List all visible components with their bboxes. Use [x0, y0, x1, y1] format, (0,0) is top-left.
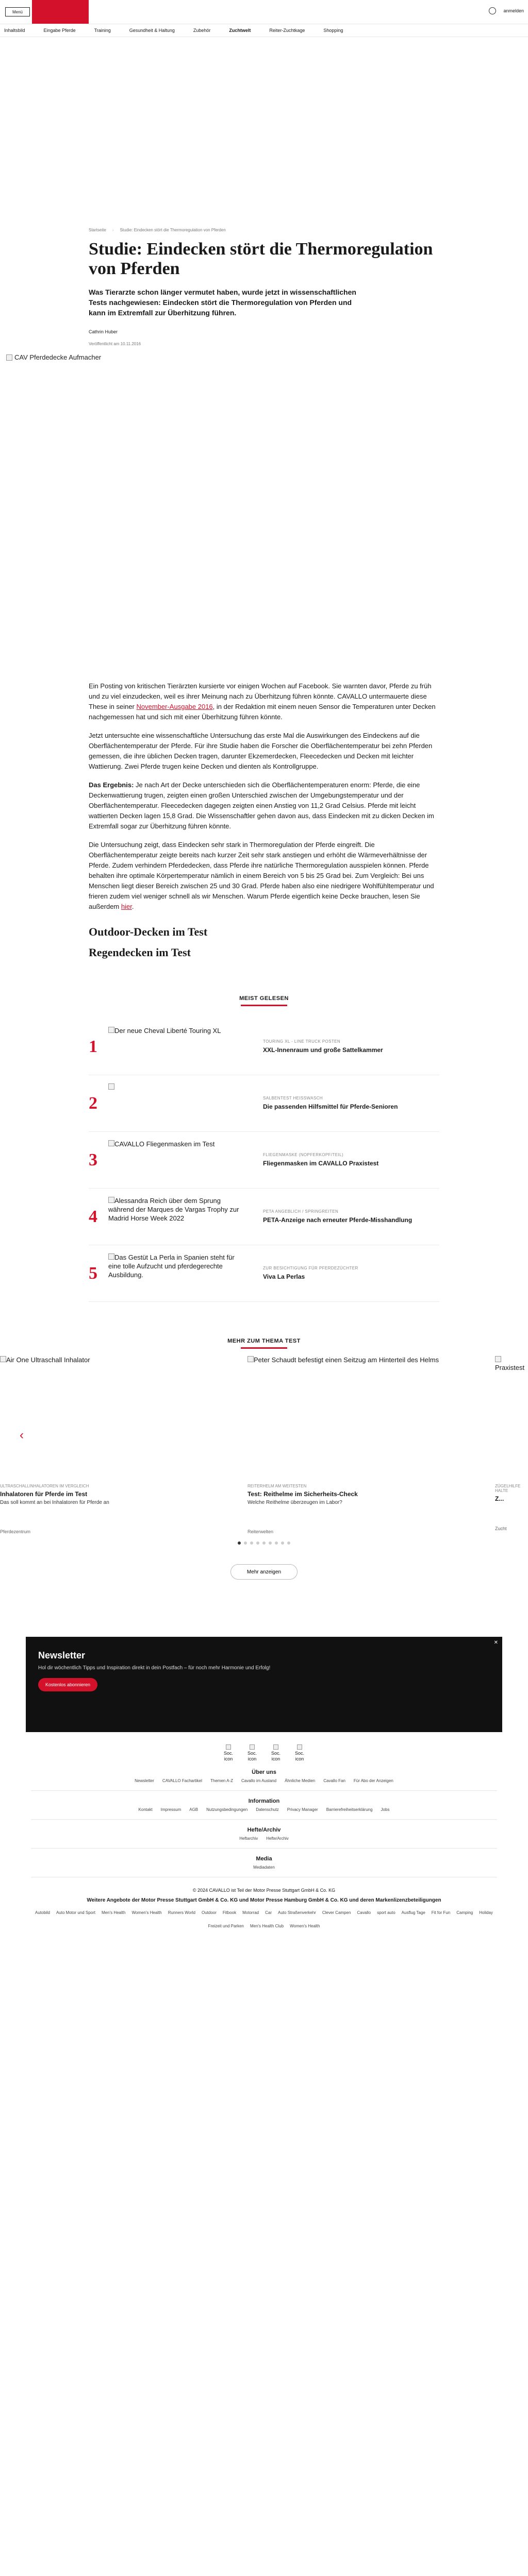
most-read-section: [89, 995, 439, 1302]
footer-link[interactable]: Jobs: [381, 1807, 390, 1812]
broken-image-icon: [495, 1356, 501, 1362]
footer-link[interactable]: Holiday: [479, 1910, 493, 1915]
social-links: [0, 1744, 528, 1762]
list-item-text: [248, 1153, 439, 1167]
rank-number: 2: [89, 1093, 97, 1113]
divider: [31, 1848, 497, 1849]
footer-link[interactable]: Cavallo: [357, 1910, 371, 1915]
footer-link[interactable]: Newsletter: [135, 1778, 154, 1783]
body-paragraph-2: Jetzt untersuchte eine wissenschaftliche Untersuchung das erste Mal die Auswirkungen des Eindeckens auf die Oberflächentemperatur der Pferde. Für ihre Studie haben die Forscher die Oberflächentemperatur bei zehn Pferden gemessen, die ihre üblichen Decken tragen, darunter Ekzemerdecken, Fleecedecken und Decken mit leichter Wattierung. Zwei Pferde trugen keine Decken und dienten als Kontrollgruppe.: [89, 732, 433, 770]
p4-text: Die Untersuchung zeigt, dass Eindecken sehr stark in Thermoregulation der Pferde eingreift. Die Oberflächentemperatur zeigte bereits nach kurzer Zeit sehr stark anstiegen und erhöht die Wärmeverhältnisse der Pferde. Zudem verhindern Pferdedecken, dass Pferde ihre natürliche Thermoregulation ausspielen können. Pferde behalten ihre optimale Körpertemperatur nämlich in einem Bereich von 5 bis 25 Grad bei. Zum Vergleich: Bei uns Menschen liegt dieser Bereich zwischen 25 und 30 Grad. Pferde haben also eine niedrigere Wohlfühltemperatur und frieren zudem viel weniger schnell als wir Menschen. Warum Pferde eigentlich keine Decke brauchen, lesen Sie außerdem: [89, 841, 434, 910]
broken-image-icon: [273, 1744, 278, 1750]
broken-image-icon: [108, 1253, 114, 1260]
hero-image-alt: [6, 353, 101, 361]
footer-link[interactable]: Mediadaten: [253, 1865, 275, 1870]
header-actions: [489, 7, 524, 14]
carousel-dot[interactable]: [287, 1541, 290, 1545]
nav-item[interactable]: Inhaltsbild: [4, 28, 25, 33]
footer-link[interactable]: Cavallo Fan: [323, 1778, 345, 1783]
list-item[interactable]: [89, 1019, 439, 1075]
list-item-text: [248, 1039, 439, 1054]
page-title: Studie: Eindecken stört die Thermoregulation von Pferden: [89, 240, 433, 278]
search-icon[interactable]: [489, 7, 496, 14]
list-item-text: [248, 1096, 439, 1111]
social-icon[interactable]: [245, 1744, 259, 1762]
nav-item[interactable]: Eingabe Pferde: [43, 28, 76, 33]
social-icon[interactable]: [222, 1744, 235, 1762]
footer-link[interactable]: Privacy Manager: [287, 1807, 318, 1812]
card-title[interactable]: Test: Reithelme im Sicherheits-Check: [248, 1490, 358, 1498]
footer-link[interactable]: Ähnliche Medien: [285, 1778, 316, 1783]
item-title[interactable]: PETA-Anzeige nach erneuter Pferde-Misshandlung: [263, 1216, 412, 1224]
article-thumbnail[interactable]: [108, 1026, 248, 1067]
broken-image-icon: [297, 1744, 302, 1750]
footer-link[interactable]: Datenschutz: [256, 1807, 279, 1812]
carousel-card[interactable]: [248, 1356, 464, 1534]
body-paragraph-1: [89, 681, 439, 722]
body-paragraph-4: [89, 840, 439, 912]
footer-link[interactable]: Women's Health: [131, 1910, 162, 1915]
item-kicker: ZUR BESICHTIGUNG FÜR PFERDEZÜCHTER: [263, 1266, 358, 1270]
most-read-list: [89, 1019, 439, 1302]
carousel-dots: [238, 1541, 290, 1545]
broken-image-icon: [248, 1356, 254, 1362]
footer-media-links: [0, 1865, 528, 1870]
card-image[interactable]: [248, 1356, 464, 1480]
article-author[interactable]: Cathrin Huber: [89, 329, 118, 334]
p1-text-a: Ein Posting von kritischen Tierärzten kursierte vor einigen Wochen auf Facebook. Sie warnten davor, Pferde zu früh und zu viel einzudecken, weil es ihrer Meinung nach zu Überhitzung führen könnte.: [89, 682, 432, 700]
divider: [31, 1790, 497, 1791]
social-icon-alt: Soc. icon: [271, 1751, 280, 1761]
menu-button[interactable]: [5, 7, 30, 16]
footer-link[interactable]: Women's Health: [290, 1924, 320, 1928]
card-image[interactable]: [0, 1356, 217, 1480]
footer-link[interactable]: Fit for Fun: [431, 1910, 451, 1915]
broken-image-icon: [250, 1744, 255, 1750]
footer-archive-title: Hefte/Archiv: [247, 1827, 281, 1833]
card-source: Reiterwelten: [248, 1529, 274, 1534]
card-source: Zucht: [495, 1526, 507, 1531]
cavallo-logo[interactable]: [32, 0, 89, 24]
card-title[interactable]: Z...: [495, 1495, 504, 1502]
more-topic-section: [0, 1338, 528, 1575]
p4-end: .: [131, 903, 134, 910]
footer-link[interactable]: Motorrad: [242, 1910, 259, 1915]
divider: [31, 1819, 497, 1820]
section-rule: [241, 1347, 287, 1349]
thumbnail-alt-text: Das Gestüt La Perla in Spanien steht für eine tolle Aufzucht und pferdegerechte Ausbildung.: [108, 1253, 235, 1279]
footer-link[interactable]: Fitbook: [222, 1910, 237, 1915]
item-title[interactable]: Die passenden Hilfsmittel für Pferde-Senioren: [263, 1103, 398, 1110]
social-icon-alt: Soc. icon: [247, 1751, 257, 1761]
rank-number: 3: [89, 1150, 97, 1170]
rank-number: 1: [89, 1037, 97, 1056]
more-offers-text: Weitere Angebote der Motor Presse Stuttgart GmbH & Co. KG und Motor Presse Hamburg GmbH & Co. KG und deren Markenlizenzbeteiligungen: [87, 1897, 441, 1903]
broken-image-icon: [226, 1744, 231, 1750]
footer-link[interactable]: Ausflug Tage: [401, 1910, 425, 1915]
breadcrumb-current: Studie: Eindecken stört die Thermoregulation von Pferden: [120, 228, 226, 232]
outdoor-blankets-heading[interactable]: Outdoor-Decken im Test: [89, 925, 208, 938]
november-issue-link[interactable]: November-Ausgabe 2016: [136, 703, 213, 710]
footer-link[interactable]: Freizeit und Parken: [208, 1924, 244, 1928]
list-item[interactable]: [89, 1132, 439, 1189]
footer-link[interactable]: Car: [265, 1910, 272, 1915]
footer-link[interactable]: Camping: [456, 1910, 473, 1915]
carousel-dot[interactable]: [250, 1541, 253, 1545]
rank-number: 4: [89, 1207, 97, 1226]
hero-image: [6, 353, 522, 673]
footer-link[interactable]: CAVALLO Fachartikel: [162, 1778, 202, 1783]
article-thumbnail[interactable]: [108, 1140, 248, 1181]
card-kicker: ZÜGELHILFE HALTE: [495, 1484, 521, 1493]
menu-label: Menü: [12, 9, 23, 14]
nav-item[interactable]: Reiter-Zuchtkage: [269, 28, 305, 33]
article-thumbnail[interactable]: [108, 1253, 248, 1294]
carousel-card[interactable]: [0, 1356, 217, 1534]
nav-item[interactable]: Training: [94, 28, 111, 33]
footer-link[interactable]: Clever Campen: [322, 1910, 351, 1915]
footer-link[interactable]: Hefte/Archiv: [266, 1836, 289, 1841]
thumbnail-alt-text: Alessandra Reich über dem Sprung während der Marques de Vargas Trophy zur Madrid Horse Week 2022: [108, 1196, 239, 1222]
list-item-text: [248, 1266, 439, 1281]
footer-archive-links: [0, 1836, 528, 1841]
broken-image-icon: [108, 1083, 114, 1090]
item-title[interactable]: Fliegenmasken im CAVALLO Praxistest: [263, 1160, 379, 1167]
footer-link[interactable]: Themen A-Z: [210, 1778, 234, 1783]
breadcrumb-separator: ›: [112, 228, 114, 232]
article-date: Veröffentlicht am 10.11.2016: [89, 342, 141, 346]
card-teaser: Das soll kommt an bei Inhalatoren für Pferde an: [0, 1500, 109, 1505]
rain-blankets-heading[interactable]: Regendecken im Test: [89, 946, 191, 959]
main-nav: [0, 24, 528, 37]
hero-alt-text: CAV Pferdedecke Aufmacher: [14, 353, 102, 361]
social-icon[interactable]: [269, 1744, 283, 1762]
item-kicker: FLIEGENMASKE (NOPFERKOPF/TEIL): [263, 1153, 344, 1157]
thumbnail-alt-text: Der neue Cheval Liberté Touring XL: [114, 1026, 221, 1035]
newsletter-title: Newsletter: [38, 1650, 86, 1660]
article: [14, 228, 439, 959]
card-image-alt: Peter Schaudt befestigt einen Seitzug am Hinterteil des Helms: [254, 1356, 439, 1364]
footer-link[interactable]: Autobild: [35, 1910, 50, 1915]
broken-image-icon: [108, 1140, 114, 1146]
carousel-card[interactable]: [495, 1356, 528, 1531]
nav-item[interactable]: Zuchtwelt: [229, 28, 251, 33]
broken-image-icon: [0, 1356, 6, 1362]
p3-text: Je nach Art der Decke unterschieden sich die Oberflächentemperaturen enorm: Pferde, die eine Deckenwattierung trugen, zeigten einen großen Unterschied zwischen der Umgebungstemperatur und der Oberflächentemperatur. Fleecedecken dagegen zeigten einen Anstieg von 11,2 Grad Celsius. Pferde mit leicht wattierten Decken lagen 15,8 Grad. Die Wissenschaftler gehen davon aus, dass Eindecken mit zu dicken Decken im Extremfall sogar zur Überhitzung führen könnte.: [89, 781, 434, 830]
list-item[interactable]: [89, 1245, 439, 1302]
show-more-button[interactable]: Mehr anzeigen: [230, 1564, 298, 1580]
footer-link[interactable]: Men's Health Club: [250, 1924, 284, 1928]
card-kicker: ULTRASCHALLINHALATOREN IM VERGLEICH: [0, 1484, 89, 1488]
list-item-text: [248, 1209, 439, 1224]
top-header: [0, 0, 528, 24]
nav-item[interactable]: Gesundheit & Haltung: [129, 28, 175, 33]
social-icon-alt: Soc. icon: [223, 1751, 233, 1761]
page-bottom-spacer: [0, 1930, 528, 2576]
body-paragraph-3: [89, 780, 439, 832]
list-item[interactable]: [89, 1075, 439, 1132]
footer-link[interactable]: Barrierefreiheitserklärung: [326, 1807, 373, 1812]
item-kicker: SALBENTEST HEISSWASCH: [263, 1096, 323, 1100]
footer-about-links: [0, 1778, 528, 1783]
more-topic-label: MEHR ZUM THEMA TEST: [227, 1338, 301, 1344]
item-title[interactable]: XXL-Innenraum und große Sattelkammer: [263, 1046, 383, 1054]
breadcrumb: [89, 228, 439, 232]
carousel-dot[interactable]: [256, 1541, 259, 1545]
close-icon[interactable]: ✕: [493, 1640, 498, 1646]
breadcrumb-home[interactable]: Startseite: [89, 228, 106, 232]
subscribe-button[interactable]: Kostenlos abonnieren: [38, 1678, 97, 1691]
footer-link[interactable]: Impressum: [160, 1807, 182, 1812]
p1-text-b: CAVALLO untermauerte diese These in seiner: [89, 692, 427, 710]
social-icon-alt: Soc. icon: [294, 1751, 304, 1761]
list-item[interactable]: [89, 1189, 439, 1245]
p1-text-c: , in der Redaktion mit einem neuen Sensor die Temperaturen unter Decken nachgemessen hat und sich mit einer Überhitzung führen könnte.: [89, 703, 436, 721]
footer-link[interactable]: Auto Straßenverkehr: [278, 1910, 316, 1915]
broken-image-icon: [108, 1027, 114, 1033]
footer-media-title: Media: [256, 1856, 272, 1862]
item-kicker: PETA ANGEBLICH / SPRINGREITEN: [263, 1209, 339, 1214]
login-link[interactable]: anmelden: [503, 8, 524, 13]
item-kicker: TOURING XL - LINE TRUCK POSTEN: [263, 1039, 341, 1044]
card-teaser: Welche Reithelme überzeugen im Labor?: [248, 1500, 342, 1505]
card-image-alt: Air One Ultraschall Inhalator: [6, 1356, 90, 1364]
footer-link[interactable]: Heftarchiv: [239, 1836, 258, 1841]
broken-image-icon: [6, 354, 12, 361]
article-lead: Was Tierarzte schon länger vermutet haben, wurde jetzt in wissenschaftlichen Tests nachgewiesen: Eindecken stört die Thermoregulation von Pferden und kann im Extremfall zur Überhitzung führen.: [89, 288, 356, 317]
footer-link[interactable]: Outdoor: [201, 1910, 217, 1915]
card-source: Pferdezentrum: [0, 1529, 31, 1534]
carousel-dot[interactable]: [275, 1541, 278, 1545]
article-thumbnail[interactable]: [108, 1083, 248, 1124]
footer-info-title: Information: [248, 1798, 280, 1804]
topic-carousel: [0, 1356, 528, 1552]
footer-link[interactable]: Für Abo der Anzeigen: [353, 1778, 393, 1783]
result-label: Das Ergebnis:: [89, 781, 134, 789]
nav-item[interactable]: Shopping: [323, 28, 343, 33]
footer-link[interactable]: Cavallo im Ausland: [241, 1778, 277, 1783]
card-kicker: REITERHELM AM WEITESTEN: [248, 1484, 307, 1488]
newsletter-text: Hol dir wöchentlich Tipps und Inspiration direkt in dein Postfach – für noch mehr Harmonie und Erfolg!: [38, 1665, 271, 1671]
carousel-dot[interactable]: [238, 1541, 241, 1545]
carousel-dot[interactable]: [262, 1541, 266, 1545]
footer-info-links: [0, 1807, 528, 1812]
footer-about-title: Über uns: [252, 1769, 276, 1775]
read-more-link[interactable]: hier: [121, 903, 132, 910]
footer-link[interactable]: sport auto: [377, 1910, 395, 1915]
card-title[interactable]: Inhalatoren für Pferde im Test: [0, 1490, 88, 1498]
footer-link[interactable]: Runners World: [168, 1910, 195, 1915]
broken-image-icon: [108, 1197, 114, 1203]
item-title[interactable]: Viva La Perlas: [263, 1273, 305, 1280]
card-image[interactable]: [495, 1356, 528, 1480]
article-thumbnail[interactable]: [108, 1196, 248, 1238]
footer-link[interactable]: Men's Health: [102, 1910, 126, 1915]
footer-link[interactable]: Auto Motor und Sport: [56, 1910, 96, 1915]
thumbnail-alt-text: CAVALLO Fliegenmasken im Test: [114, 1140, 215, 1148]
carousel-dot[interactable]: [244, 1541, 247, 1545]
partner-brand-links: [32, 1909, 496, 1930]
rank-number: 5: [89, 1263, 97, 1283]
footer: [0, 1744, 528, 1930]
carousel-dot[interactable]: [269, 1541, 272, 1545]
card-image-alt: Praxistest: [495, 1364, 525, 1371]
section-rule: [241, 1005, 287, 1006]
copyright: © 2024 CAVALLO ist Teil der Motor Presse Stuttgart GmbH & Co. KG: [192, 1888, 336, 1893]
newsletter-box: [26, 1637, 502, 1732]
most-read-label: MEIST GELESEN: [239, 995, 289, 1002]
footer-link[interactable]: Nutzungsbedingungen: [206, 1807, 248, 1812]
footer-link[interactable]: AGB: [189, 1807, 199, 1812]
social-icon[interactable]: [293, 1744, 306, 1762]
nav-item[interactable]: Zubehör: [193, 28, 211, 33]
carousel-prev-icon[interactable]: ‹: [20, 1428, 24, 1442]
footer-link[interactable]: Kontakt: [138, 1807, 153, 1812]
carousel-dot[interactable]: [281, 1541, 284, 1545]
